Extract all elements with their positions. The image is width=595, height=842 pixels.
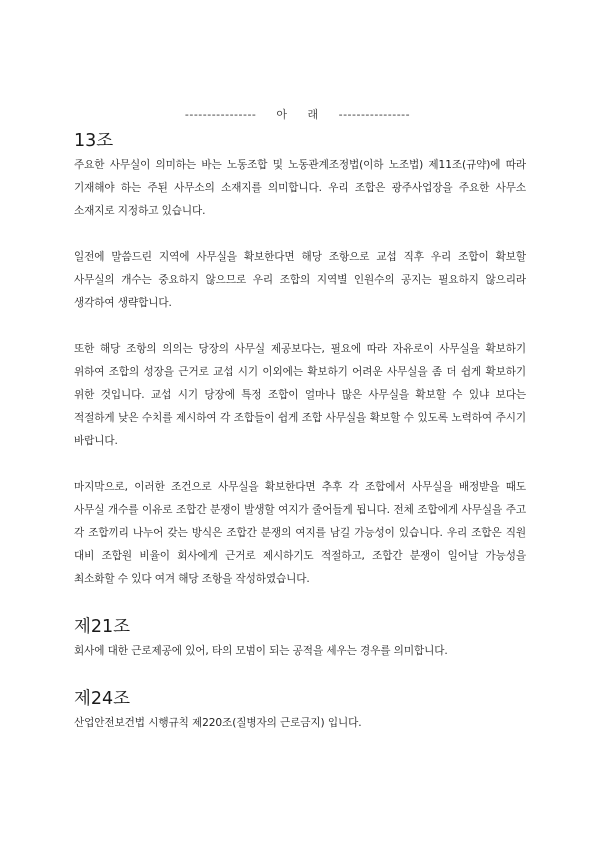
section-24 [74, 686, 526, 735]
section-21 [74, 614, 526, 663]
paragraph: 마지막으로, 이러한 조건으로 사무실을 확보한다면 추후 각 조합에서 사무실을 배정받을 때도 사무실 개수를 이유로 조합간 분쟁이 발생할 여지가 줄어들게 됩니다. 전체 조합에게 사무실을 주고 각 조합끼리 나누어 갖는 방식은 조합간 분쟁의 여지를 남길 가능성이 있습니다. 우리 조합은 직원 대비 조합원 비율이 회사에게 근거로 제시하기도 적절하고, 조합간 분쟁이 일어날 가능성을 최소화할 수 있다 여겨 해당 조항을 작성하였습니다. [74, 481, 526, 585]
paragraph: 또한 해당 조항의 의의는 당장의 사무실 제공보다는, 필요에 따라 자유로이 사무실을 확보하기 위하여 조합의 성장을 근거로 교섭 시기 이외에는 확보하기 어려운 사무실을 좀 더 쉽게 확보하기 위한 것입니다. 교섭 시기 당장에 특정 조합이 얼마나 많은 사무실을 확보할 수 있냐 보다는 적절하게 낮은 수치를 제시하여 각 조합들이 쉽게 조합 사무실을 확보할 수 있도록 노력하여 주시기 바랍니다. [74, 343, 526, 447]
section-13 [74, 128, 526, 591]
paragraph: 산업안전보건법 시행규칙 제220조(질병자의 근로금지) 입니다. [74, 717, 362, 729]
section-heading: 13조 [74, 131, 114, 151]
paragraph: 일전에 말씀드린 지역에 사무실을 확보한다면 해당 조항으로 교섭 직후 우리 조합이 확보할 사무실의 개수는 중요하지 않으므로 우리 조합의 지역별 인원수의 공지는 필요하지 않으리라 생각하여 생략합니다. [74, 251, 526, 309]
paragraph: 주요한 사무실이 의미하는 바는 노동조합 및 노동관계조정법(이하 노조법) 제11조(규약)에 따라 기재해야 하는 주된 사무소의 소재지를 의미합니다. 우리 조합은 광주사업장을 주요한 사무소 소재지로 지정하고 있습니다. [74, 159, 526, 217]
document-body [74, 128, 526, 735]
divider-line: ---------------- 아 래 ---------------- [184, 108, 411, 121]
section-heading: 제24조 [74, 689, 131, 709]
section-heading: 제21조 [74, 617, 131, 637]
paragraph: 회사에 대한 근로제공에 있어, 타의 모범이 되는 공적을 세우는 경우를 의미합니다. [74, 645, 448, 657]
